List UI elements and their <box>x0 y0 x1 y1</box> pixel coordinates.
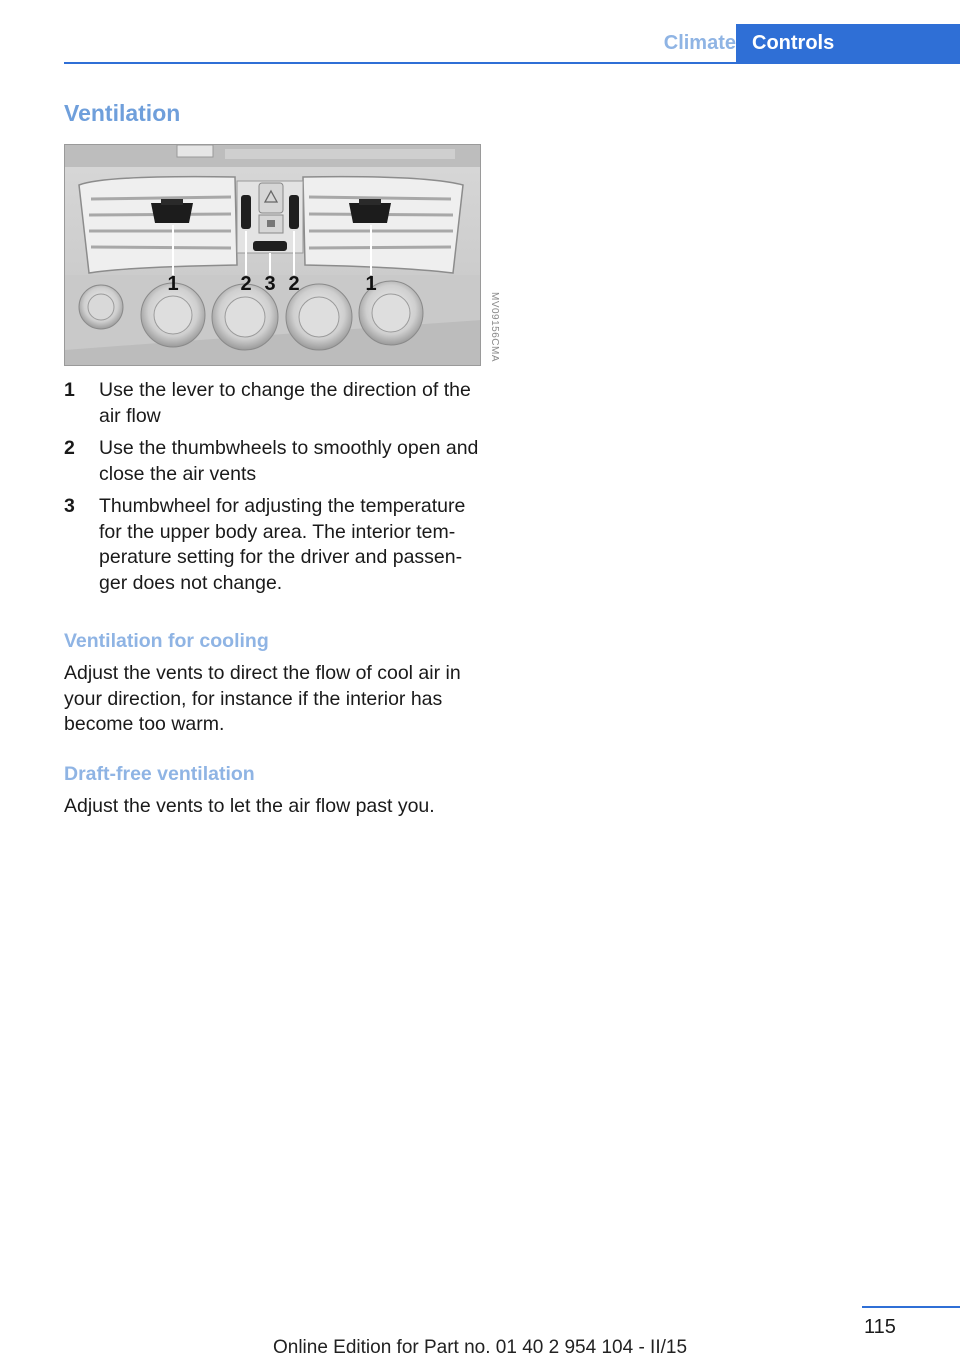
legend-number: 2 <box>64 437 75 459</box>
legend-text: Use the lever to change the direction of the air flow <box>99 379 471 427</box>
callout-1-left: 1 <box>167 273 179 295</box>
cooling-title: Ventilation for cooling <box>64 630 269 652</box>
callout-2-right: 2 <box>288 273 300 295</box>
legend-item <box>64 436 484 487</box>
callout-3: 3 <box>264 273 276 295</box>
header-chapter: Controls <box>736 24 960 62</box>
draft-free-text: Adjust the vents to let the air flow past you. <box>64 795 435 817</box>
legend-list <box>64 378 484 603</box>
cooling-text: Adjust the vents to direct the flow of cool air in your direction, for instance if the interior has become too warm. <box>64 662 461 735</box>
header-section: Climate <box>663 32 736 54</box>
figure-code: MV09156CMA <box>489 292 500 363</box>
vent-illustration <box>65 145 481 366</box>
vent-figure <box>64 144 481 366</box>
legend-number: 1 <box>64 379 75 401</box>
legend-item <box>64 378 484 429</box>
section-title: Ventilation <box>64 100 181 126</box>
legend-number: 3 <box>64 495 75 517</box>
draft-free-title: Draft-free ventilation <box>64 763 255 785</box>
legend-text: Use the thumbwheels to smoothly open and close the air vents <box>99 437 479 485</box>
page-number: 115 <box>862 1306 960 1339</box>
legend-text: Thumbwheel for adjusting the temperature for the upper body area. The interior tem‐perature setting for the driver and passen‐ger does not change. <box>99 495 466 594</box>
callout-1-right: 1 <box>365 273 377 295</box>
footer-edition: Online Edition for Part no. 01 40 2 954 104 - II/15 <box>272 1337 688 1358</box>
page-header <box>64 24 960 64</box>
callout-2-left: 2 <box>240 273 252 295</box>
airbag-indicator-icon <box>267 220 275 227</box>
legend-item <box>64 494 484 596</box>
